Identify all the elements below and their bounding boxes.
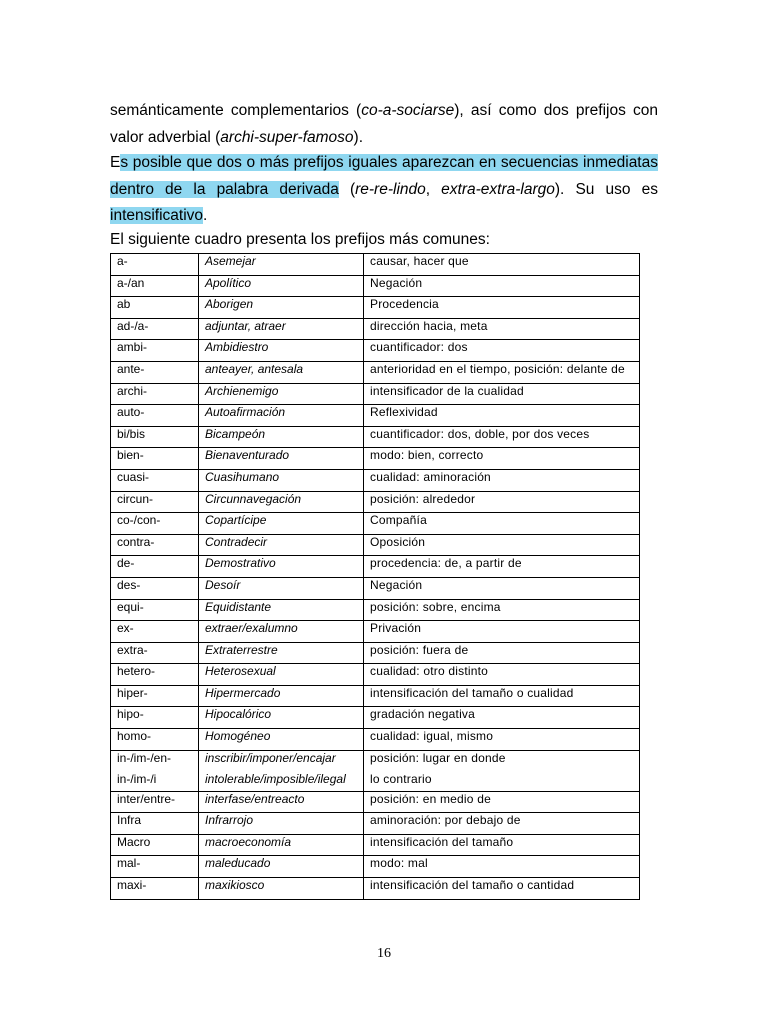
meaning-cell: intensificación del tamaño o cantidad [364, 878, 640, 900]
table-row [111, 707, 640, 729]
example-cell: extraer/exalumno [199, 621, 364, 643]
meaning-cell: cualidad: aminoración [364, 469, 640, 491]
prefix-cell: homo- [111, 729, 199, 751]
example-cell: Contradecir [199, 534, 364, 556]
example-cell: adjuntar, atraer [199, 318, 364, 340]
meaning-cell: Reflexividad [364, 405, 640, 427]
prefix-cell: contra- [111, 534, 199, 556]
table-row [111, 729, 640, 751]
example-cell: Apolítico [199, 275, 364, 297]
example-cell: Ambidiestro [199, 340, 364, 362]
table-row [111, 664, 640, 686]
table-row [111, 405, 640, 427]
table-row [111, 621, 640, 643]
highlighted-text: intensificativo [110, 207, 204, 224]
example-cell: Copartícipe [199, 513, 364, 535]
example-cell: Equidistante [199, 599, 364, 621]
prefix-cell: ambi- [111, 340, 199, 362]
meaning-cell: cualidad: igual, mismo [364, 729, 640, 751]
prefix-cell: mal- [111, 856, 199, 878]
example-cell: maxikiosco [199, 878, 364, 900]
table-row [111, 275, 640, 297]
prefix-cell: circun- [111, 491, 199, 513]
meaning-cell: intensificador de la cualidad [364, 383, 640, 405]
example-cell: Desoír [199, 577, 364, 599]
table-row [111, 469, 640, 491]
table-row [111, 361, 640, 383]
example-cell: maleducado [199, 856, 364, 878]
meaning-cell: gradación negativa [364, 707, 640, 729]
meaning-cell: cuantificador: dos [364, 340, 640, 362]
table-row [111, 856, 640, 878]
prefix-cell: hiper- [111, 685, 199, 707]
page-number: 16 [377, 946, 391, 961]
prefix-cell: equi- [111, 599, 199, 621]
paragraph-1: semánticamente complementarios (co-a-sociarse), así como dos prefijos con valor adverbial (archi-super-famoso). [110, 102, 658, 146]
prefix-cell: ex- [111, 621, 199, 643]
meaning-cell: Negación [364, 577, 640, 599]
prefix-cell: Infra [111, 813, 199, 835]
meaning-cell: posición: fuera de [364, 642, 640, 664]
table-row [111, 599, 640, 621]
example-cell: Infrarrojo [199, 813, 364, 835]
table-row [111, 448, 640, 470]
meaning-cell: Procedencia [364, 297, 640, 319]
prefix-cell: inter/entre- [111, 791, 199, 813]
prefix-cell: Macro [111, 834, 199, 856]
meaning-cell: posición: sobre, encima [364, 599, 640, 621]
prefix-cell: cuasi- [111, 469, 199, 491]
meaning-cell: Negación [364, 275, 640, 297]
prefix-cell: bi/bis [111, 426, 199, 448]
prefix-table [110, 253, 640, 900]
example-cell: Hipocalórico [199, 707, 364, 729]
example-cell: Heterosexual [199, 664, 364, 686]
prefix-cell: hetero- [111, 664, 199, 686]
example-cell: interfase/entreacto [199, 791, 364, 813]
example-cell: Bienaventurado [199, 448, 364, 470]
table-row [111, 878, 640, 900]
meaning-cell: Compañía [364, 513, 640, 535]
prefix-cell: bien- [111, 448, 199, 470]
meaning-cell: modo: bien, correcto [364, 448, 640, 470]
table-row [111, 297, 640, 319]
meaning-cell: cuantificador: dos, doble, por dos veces [364, 426, 640, 448]
prefix-cell: ante- [111, 361, 199, 383]
table-row [111, 318, 640, 340]
example-cell: Homogéneo [199, 729, 364, 751]
example-cell: Hipermercado [199, 685, 364, 707]
meaning-cell: posición: alrededor [364, 491, 640, 513]
table-row [111, 426, 640, 448]
table-row [111, 834, 640, 856]
table-row [111, 577, 640, 599]
meaning-cell: modo: mal [364, 856, 640, 878]
paragraph-2: Es posible que dos o más prefijos iguales aparezcan en secuencias inmediatas dentro de la palabra derivada (re-re-lindo, extra-extra-largo). Su uso es intensificativo. [110, 154, 658, 224]
meaning-cell: Privación [364, 621, 640, 643]
table-row [111, 513, 640, 535]
table-row [111, 813, 640, 835]
table-row [111, 534, 640, 556]
meaning-cell: posición: en medio de [364, 791, 640, 813]
prefix-cell: de- [111, 556, 199, 578]
example-cell: Extraterrestre [199, 642, 364, 664]
prefix-cell: hipo- [111, 707, 199, 729]
example-cell: Bicampeón [199, 426, 364, 448]
table-row [111, 383, 640, 405]
table-row [111, 685, 640, 707]
meaning-cell: aminoración: por debajo de [364, 813, 640, 835]
meaning-cell: procedencia: de, a partir de [364, 556, 640, 578]
example-cell: Asemejar [199, 254, 364, 276]
table-row [111, 750, 640, 791]
table-row [111, 791, 640, 813]
prefix-cell: ab [111, 297, 199, 319]
meaning-cell: cualidad: otro distinto [364, 664, 640, 686]
example-cell: inscribir/imponer/encajar intolerable/imposible/ilegal [199, 750, 364, 791]
prefix-cell: co-/con- [111, 513, 199, 535]
prefix-cell: archi- [111, 383, 199, 405]
table-row [111, 642, 640, 664]
example-cell: macroeconomía [199, 834, 364, 856]
example-cell: Circunnavegación [199, 491, 364, 513]
prefix-cell: maxi- [111, 878, 199, 900]
example-cell: anteayer, antesala [199, 361, 364, 383]
example-cell: Autoafirmación [199, 405, 364, 427]
prefix-cell: extra- [111, 642, 199, 664]
prefix-cell: a- [111, 254, 199, 276]
example-cell: Archienemigo [199, 383, 364, 405]
meaning-cell: anterioridad en el tiempo, posición: delante de [364, 361, 640, 383]
meaning-cell: intensificación del tamaño o cualidad [364, 685, 640, 707]
table-row [111, 340, 640, 362]
meaning-cell: causar, hacer que [364, 254, 640, 276]
meaning-cell: dirección hacia, meta [364, 318, 640, 340]
prefix-cell: ad-/a- [111, 318, 199, 340]
example-cell: Cuasihumano [199, 469, 364, 491]
example-cell: Demostrativo [199, 556, 364, 578]
meaning-cell: posición: lugar en donde lo contrario [364, 750, 640, 791]
meaning-cell: intensificación del tamaño [364, 834, 640, 856]
table-row [111, 491, 640, 513]
prefix-cell: auto- [111, 405, 199, 427]
table-row [111, 254, 640, 276]
meaning-cell: Oposición [364, 534, 640, 556]
prefix-cell: a-/an [111, 275, 199, 297]
table-row [111, 556, 640, 578]
highlighted-text: s posible que dos o más prefijos iguales aparezcan en secuencias inmediatas dentro de la palabra derivada [110, 154, 658, 198]
paragraph-3: El siguiente cuadro presenta los prefijos más comunes: [110, 231, 490, 248]
prefix-cell: in-/im-/en- in-/im-/i [111, 750, 199, 791]
example-cell: Aborigen [199, 297, 364, 319]
prefix-cell: des- [111, 577, 199, 599]
